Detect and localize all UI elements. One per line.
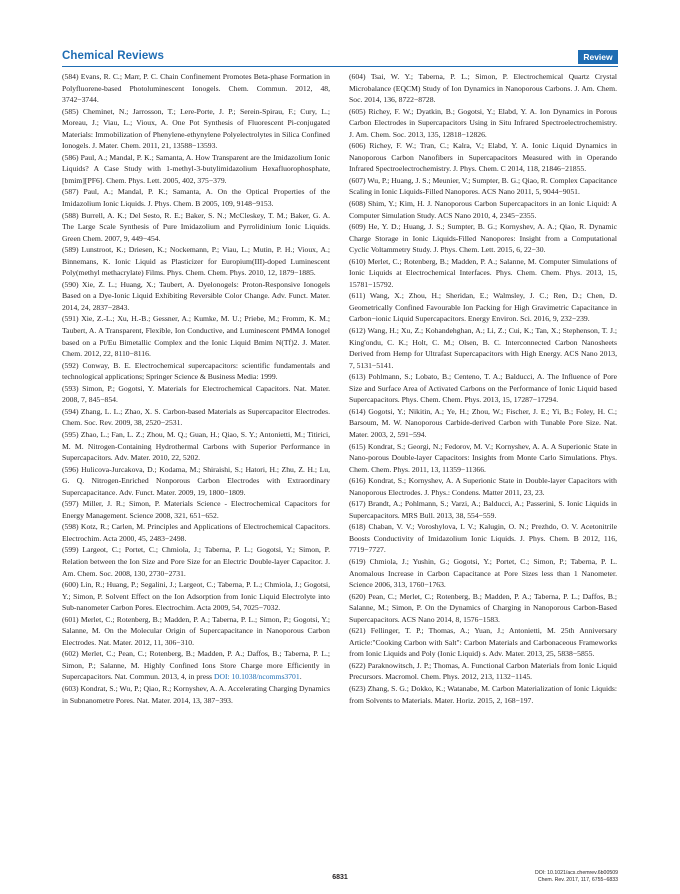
reference-entry: (619) Chmiola, J.; Yushin, G.; Gogotsi, Y.; Portet, C.; Simon, P.; Taberna, P. L. Anomalous Increase in Carbon Capacitance at Pore Sizes less than 1 Nanometer. Science 2006, 313, 1760−1763. — [349, 556, 617, 590]
footer-doi[interactable]: DOI: 10.1021/acs.chemrev.6b00509 — [535, 870, 618, 876]
reference-entry: (585) Cheminet, N.; Jarrosson, T.; Lere-Porte, J. P.; Serein-Spirau, F.; Cury, L.; Moreau, J.; Viau, L.; Vioux, A. One Pot Synthesis of Fluorescent Pi-conjugated Materials: Immobilization of Phenylene-ethynylene Polyelectrolytes in Silica Confined Ionogels. J. Mater. Chem. 2011, 21, 13588−13593. — [62, 106, 330, 151]
reference-entry: (599) Largeot, C.; Portet, C.; Chmiola, J.; Taberna, P. L.; Gogotsi, Y.; Simon, P. Relation between the Ion Size and Pore Size for an Electric Double-layer Capacitor. J. Am. Chem. Soc. 2008, 130, 2730−2731. — [62, 545, 330, 578]
reference-entry: (584) Evans, R. C.; Marr, P. C. Chain Confinement Promotes Beta-phase Formation in Polyfluorene-based Photoluminescent Ionogels. Chem. Commun. 2012, 48, 3742−3744. — [62, 72, 330, 105]
journal-title: Chemical Reviews — [62, 50, 164, 62]
page-header — [62, 50, 618, 66]
doi-link[interactable]: DOI: 10.1038/ncomms3701 — [213, 672, 300, 682]
reference-entry: (608) Shim, Y.; Kim, H. J. Nanoporous Carbon Supercapacitors in an Ionic Liquid: A Computer Simulation Study. ACS Nano 2010, 4, 2345−2355. — [349, 199, 617, 220]
reference-entry: (586) Paul, A.; Mandal, P. K.; Samanta, A. How Transparent are the Imidazolium Ionic Liquids? A Case Study with 1-methyl-3-butylimidazolium Hexafluorophosphate, [bmim][PF6]. Chem. Phys. Lett. 2005, 402, 375−379. — [62, 152, 330, 185]
reference-entry-602 — [62, 648, 330, 683]
reference-entry: (614) Gogotsi, Y.; Nikitin, A.; Ye, H.; Zhou, W.; Fischer, J. E.; Yi, B.; Foley, H. C.; Barsoum, M. W. Nanoporous Carbide-derived Carbon with Tunable Pore Size. Nat. Mater. 2003, 2, 591−594. — [349, 406, 617, 439]
reference-column-left — [62, 71, 330, 706]
reference-entry: (590) Xie, Z. L.; Huang, X.; Taubert, A. Dyelonogels: Proton-Responsive Ionogels Based on a Dye-Ionic Liquid Exhibiting Reversible Color Change. Adv. Funct. Mater. 2014, 24, 2837−2843. — [62, 279, 330, 312]
reference-entry: (596) Hulicova-Jurcakova, D.; Kodama, M.; Shiraishi, S.; Hatori, H.; Zhu, Z. H.; Lu, G. Q. Nitrogen-Enriched Nonporous Carbon Electrodes with Extraordinary Supercapacitance. Adv. Funct. Mater. 2009, 19, 1800−1809. — [62, 464, 330, 497]
reference-entry: (592) Conway, B. E. Electrochemical supercapacitors: scientific fundamentals and technological applications; Springer Science & Business Media: 1999. — [62, 360, 330, 382]
reference-entry: (603) Kondrat, S.; Wu, P.; Qiao, R.; Kornyshev, A. A. Accelerating Charging Dynamics in Subnanometre Pores. Nat. Mater. 2014, 13, 387−393. — [62, 683, 330, 705]
reference-entry: (607) Wu, P.; Huang, J. S.; Meunier, V.; Sumpter, B. G.; Qiao, R. Complex Capacitance Scaling in Ionic Liquids-Filled Nanopores. ACS Nano 2011, 5, 9044−9051. — [349, 175, 617, 197]
reference-text: (602) Merlet, C.; Pean, C.; Rotenberg, B.; Madden, P. A.; Daffos, B.; Taberna, P. L.; Simon, P.; Salanne, M. Highly Confined Ions Store Charge more Efficiently in Supercapacitors. Nat. Commun. 2013, 4, in press — [62, 649, 330, 682]
reference-entry: (591) Xie, Z.-L.; Xu, H.-B.; Gessner, A.; Kumke, M. U.; Priebe, M.; Fromm, K. M.; Taubert, A. A Transparent, Flexible, Ion Conductive, and Luminescent PMMA Ionogel based on a Pt/Eu Bimetallic Complex and the Ionic Liquid Bmim N(Tf)2. J. Mater. Chem. 2012, 22, 8110−8116. — [62, 314, 330, 359]
reference-entry: (598) Kotz, R.; Carlen, M. Principles and Applications of Electrochemical Capacitors. Electrochim. Acta 2000, 45, 2483−2498. — [62, 522, 330, 543]
reference-entry: (593) Simon, P.; Gogotsi, Y. Materials for Electrochemical Capacitors. Nat. Mater. 2008, 7, 845−854. — [62, 383, 330, 405]
reference-entry: (606) Richey, F. W.; Tran, C.; Kalra, V.; Elabd, Y. A. Ionic Liquid Dynamics in Nanoporous Carbon Nanofibers in Supercapacitors Measured with in Operando Infrared Spectroelectrochemistry. J. Phys. Chem. C 2014, 118, 21846−21855. — [349, 141, 617, 174]
reference-entry: (620) Pean, C.; Merlet, C.; Rotenberg, B.; Madden, P. A.; Taberna, P. L.; Daffos, B.; Salanne, M.; Simon, P. On the Dynamics of Charging in Nanoporous Carbon-Based Supercapacitors. ACS Nano 2014, 8, 1576−1583. — [349, 591, 617, 624]
reference-entry: (588) Burrell, A. K.; Del Sesto, R. E.; Baker, S. N.; McCleskey, T. M.; Baker, G. A. The Large Scale Synthesis of Pure Imidazolium and Pyrrolidinium Ionic Liquids. Green Chem. 2007, 9, 449−454. — [62, 210, 330, 243]
reference-entry: (587) Paul, A.; Mandal, P. K.; Samanta, A. On the Optical Properties of the Imidazolium Ionic Liquids. J. Phys. Chem. B 2005, 109, 9148−9153. — [62, 187, 330, 209]
reference-entry: (622) Paraknowitsch, J. P.; Thomas, A. Functional Carbon Materials from Ionic Liquid Precursors. Macromol. Chem. Phys. 2012, 213, 1132−1145. — [349, 660, 617, 682]
article-type-badge: Review — [578, 50, 618, 64]
reference-entry: (611) Wang, X.; Zhou, H.; Sheridan, E.; Walmsley, J. C.; Ren, D.; Chen, D. Geometrically Confined Favourable Ion Packing for High Gravimetric Capacitance in Carbon−ionic Liquid Supercapacitors. Energy Environ. Sci. 2016, 9, 232−239. — [349, 291, 617, 324]
reference-entry: (621) Fellinger, T. P.; Thomas, A.; Yuan, J.; Antonietti, M. 25th Anniversary Article:"Cooking Carbon with Salt": Carbon Materials and Carbonaceous Frameworks from Ionic Liquids and Poly (Ionic Liquid) s. Adv. Mater. 2013, 25, 5838−5855. — [349, 626, 617, 659]
footer-journal-citation: Chem. Rev. 2017, 117, 6755−6833 — [537, 877, 618, 883]
reference-entry: (609) He, Y. D.; Huang, J. S.; Sumpter, B. G.; Kornyshev, A. A.; Qiao, R. Dynamic Charge Storage in Ionic Liquids-Filled Nanopores: Insight from a Computational Cyclic Voltammetry Study. J. Phys. Chem. Lett. 2015, 6, 22−30. — [349, 222, 617, 255]
reference-entry: (600) Lin, R.; Huang, P.; Segalini, J.; Largeot, C.; Taberna, P. L.; Chmiola, J.; Gogotsi, Y.; Simon, P. Solvent Effect on the Ion Adsorption from Ionic Liquid Electrolyte into Sub-nanometer Carbon Pores. Electrochim. Acta 2009, 54, 7025−7032. — [62, 580, 330, 613]
reference-entry: (616) Kondrat, S.; Kornyshev, A. A Superionic State in Double-layer Capacitors with Nanoporous Electrodes. J. Phys.: Condens. Matter 2011, 23, 23. — [349, 476, 617, 497]
reference-entry: (617) Brandt, A.; Pohlmann, S.; Varzi, A.; Balducci, A.; Passerini, S. Ionic Liquids in Supercapacitors. MRS Bull. 2013, 38, 554−559. — [349, 499, 617, 520]
reference-entry: (618) Chaban, V. V.; Voroshylova, I. V.; Kalugin, O. N.; Prezhdo, O. V. Acetonitrile Boosts Conductivity of Imidazolium Ionic Liquids. J. Phys. Chem. B 2012, 116, 7719−7727. — [349, 522, 617, 555]
page-number: 6831 — [332, 874, 348, 881]
reference-entry: (594) Zhang, L. L.; Zhao, X. S. Carbon-based Materials as Supercapacitor Electrodes. Chem. Soc. Rev. 2009, 38, 2520−2531. — [62, 406, 330, 428]
reference-entry: (589) Lunstroot, K.; Driesen, K.; Nockemann, P.; Viau, L.; Mutin, P. H.; Vioux, A.; Binnemans, K. Ionic Liquid as Plasticizer for Europium(III)-doped Luminescent Poly(methyl methacrylate) Films. Phys. Chem. Chem. Phys. 2010, 12, 1879−1885. — [62, 245, 330, 278]
reference-entry: (604) Tsai, W. Y.; Taberna, P. L.; Simon, P. Electrochemical Quartz Crystal Microbalance (EQCM) Study of Ion Dynamics in Nanoporous Carbons. J. Am. Chem. Soc. 2014, 136, 8722−8728. — [349, 72, 617, 105]
footer-citation — [535, 870, 618, 884]
reference-entry: (601) Merlet, C.; Rotenberg, B.; Madden, P. A.; Taberna, P. L.; Simon, P.; Gogotsi, Y.; Salanne, M. On the Molecular Origin of Supercapacitance in Nanoporous Carbon Electrodes. Nat. Mater. 2012, 11, 306−310. — [62, 614, 330, 647]
reference-entry: (615) Kondrat, S.; Georgi, N.; Fedorov, M. V.; Kornyshev, A. A. A Superionic State in Nano-porous Double-layer Capacitors: Insights from Monte Carlo Simulations. Phys. Chem. Chem. Phys. 2011, 13, 11359−11366. — [349, 441, 617, 474]
reference-entry: (613) Pohlmann, S.; Lobato, B.; Centeno, T. A.; Balducci, A. The Influence of Pore Size and Surface Area of Activated Carbons on the Performance of Ionic Liquid based Supercapacitors. Phys. Chem. Chem. Phys. 2013, 15, 17287−17294. — [349, 372, 617, 405]
reference-entry: (612) Wang, H.; Xu, Z.; Kohandehghan, A.; Li, Z.; Cui, K.; Tan, X.; Stephenson, T. J.; King'ondu, C. K.; Holt, C. M.; Olsen, B. C. Interconnected Carbon Nanosheets Derived from Hemp for Ultrafast Supercapacitors with High Energy. ACS Nano 2013, 7, 5131−5141. — [349, 326, 617, 370]
header-rule — [62, 66, 618, 67]
reference-entry: (597) Miller, J. R.; Simon, P. Materials Science - Electrochemical Capacitors for Energy Management. Science 2008, 321, 651−652. — [62, 499, 330, 520]
reference-entry: (595) Zhao, L.; Fan, L. Z.; Zhou, M. Q.; Guan, H.; Qiao, S. Y.; Antonietti, M.; Titirici, M. M. Nitrogen-Containing Hydrothermal Carbons with Superior Performance in Supercapacitors. Adv. Mater. 2010, 22, 5202. — [62, 429, 330, 463]
reference-entry: (610) Merlet, C.; Rotenberg, B.; Madden, P. A.; Salanne, M. Computer Simulations of Ionic Liquids at Electrochemical Interfaces. Phys. Chem. Chem. Phys. 2013, 15, 15781−15792. — [349, 256, 617, 289]
reference-column-right — [349, 71, 617, 706]
reference-entry: (605) Richey, F. W.; Dyatkin, B.; Gogotsi, Y.; Elabd, Y. A. Ion Dynamics in Porous Carbon Electrodes in Supercapacitors Using in Situ Infrared Spectroelectrochemistry. J. Am. Chem. Soc. 2013, 135, 12818−12826. — [349, 106, 617, 139]
reference-text-tail: . — [299, 672, 302, 682]
reference-entry: (623) Zhang, S. G.; Dokko, K.; Watanabe, M. Carbon Materialization of Ionic Liquids: from Solvents to Materials. Mater. Horiz. 2015, 2, 168−197. — [349, 683, 617, 705]
